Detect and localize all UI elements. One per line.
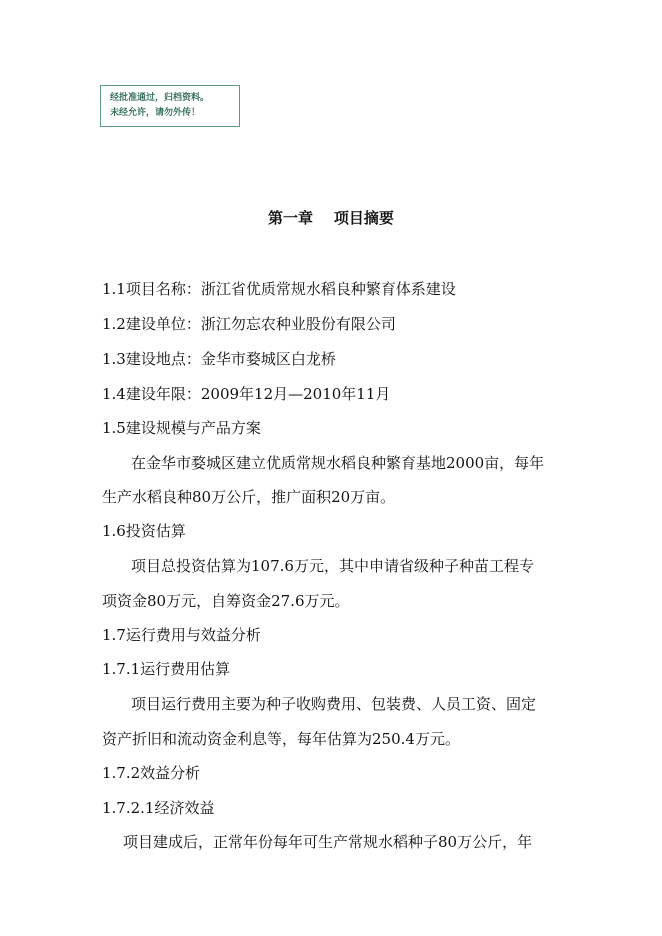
- section-1-6-heading: 1.6投资估算: [102, 522, 186, 540]
- paragraph-1-6-line-1: 项目总投资估算为107.6万元，其中申请省级种子种苗工程专: [131, 557, 534, 575]
- paragraph-1-7-1-line-1: 项目运行费用主要为种子收购费用、包装费、人员工资、固定: [131, 695, 537, 713]
- section-1-2-construction-unit: 1.2建设单位：浙江勿忘农种业股份有限公司: [102, 315, 396, 333]
- approval-stamp: [100, 85, 240, 127]
- paragraph-1-7-2-1-line-1: 项目建成后，正常年份每年可生产常规水稻种子80万公斤，年: [123, 833, 533, 851]
- paragraph-1-7-1-line-2: 资产折旧和流动资金利息等，每年估算为250.4万元。: [102, 730, 460, 748]
- section-1-7-2-heading: 1.7.2效益分析: [102, 764, 201, 782]
- paragraph-1-5-line-1: 在金华市婺城区建立优质常规水稻良种繁育基地2000亩，每年: [131, 454, 545, 472]
- stamp-line-1: 经批准通过，归档资料。: [110, 93, 210, 103]
- section-1-5-heading: 1.5建设规模与产品方案: [102, 419, 261, 437]
- section-1-1-project-name: 1.1项目名称：浙江省优质常规水稻良种繁育体系建设: [102, 280, 456, 298]
- paragraph-1-6-line-2: 项资金80万元，自筹资金27.6万元。: [102, 592, 350, 610]
- paragraph-1-5-line-2: 生产水稻良种80万公斤，推广面积20万亩。: [102, 488, 396, 506]
- section-1-7-1-heading: 1.7.1运行费用估算: [102, 660, 231, 678]
- section-1-7-2-1-heading: 1.7.2.1经济效益: [102, 799, 215, 817]
- chapter-title: 第一章 项目摘要: [268, 209, 394, 227]
- section-1-3-construction-site: 1.3建设地点：金华市婺城区白龙桥: [102, 350, 336, 368]
- stamp-line-2: 未经允许，请勿外传！: [110, 108, 201, 118]
- section-1-7-heading: 1.7运行费用与效益分析: [102, 626, 261, 644]
- section-1-4-construction-period: 1.4建设年限：2009年12月—2010年11月: [102, 385, 391, 403]
